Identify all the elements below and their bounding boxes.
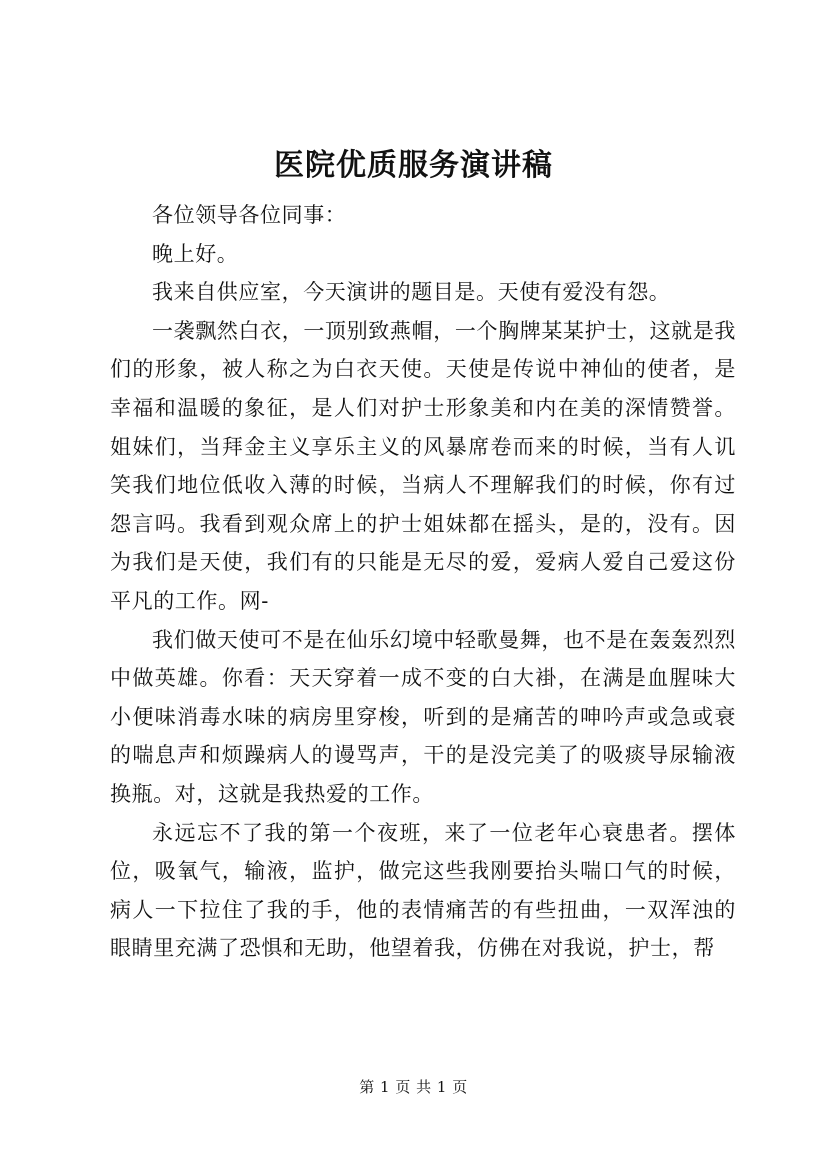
paragraph-intro: 我来自供应室，今天演讲的题目是。天使有爱没有怨。 bbox=[152, 280, 671, 305]
paragraph-greeting-recipients: 各位领导各位同事： bbox=[152, 203, 347, 227]
paragraph-first-night-shift: 永远忘不了我的第一个夜班，来了一位老年心衰患者。摆体位，吸氧气，输液，监护，做完这些我刚要抬头喘口气的时候，病人一下拉住了我的手，他的表情痛苦的有些扭曲，一双浑浊的眼睛里充满了恐惧和无助，他望着我，仿佛在对我说，护士，帮 bbox=[110, 820, 736, 961]
document-title: 医院优质服务演讲稿 bbox=[274, 148, 553, 183]
document-body bbox=[110, 196, 736, 968]
paragraph-daily-work: 我们做天使可不是在仙乐幻境中轻歌曼舞，也不是在轰轰烈烈中做英雄。你看：天天穿着一成不变的白大褂，在满是血腥味大小便味消毒水味的病房里穿梭，听到的是痛苦的呻吟声或急或衰的喘息声和烦躁病人的谩骂声，干的是没完美了的吸痰导尿输液换瓶。对，这就是我热爱的工作。 bbox=[110, 627, 736, 806]
paragraph-angel-image: 一袭飘然白衣，一顶别致燕帽，一个胸牌某某护士，这就是我们的形象，被人称之为白衣天使。天使是传说中神仙的使者，是幸福和温暖的象征，是人们对护士形象美和内在美的深情赞誉。姐妹们，当拜金主义享乐主义的风暴席卷而来的时候，当有人讥笑我们地位低收入薄的时候，当病人不理解我们的时候，你有过怨言吗。我看到观众席上的护士姐妹都在摇头，是的，没有。因为我们是天使，我们有的只能是无尽的爱，爱病人爱自己爱这份平凡的工作。网- bbox=[110, 318, 736, 613]
paragraph-greeting: 晚上好。 bbox=[152, 241, 239, 266]
page-number-footer: 第 1 页 共 1 页 bbox=[359, 1078, 468, 1096]
